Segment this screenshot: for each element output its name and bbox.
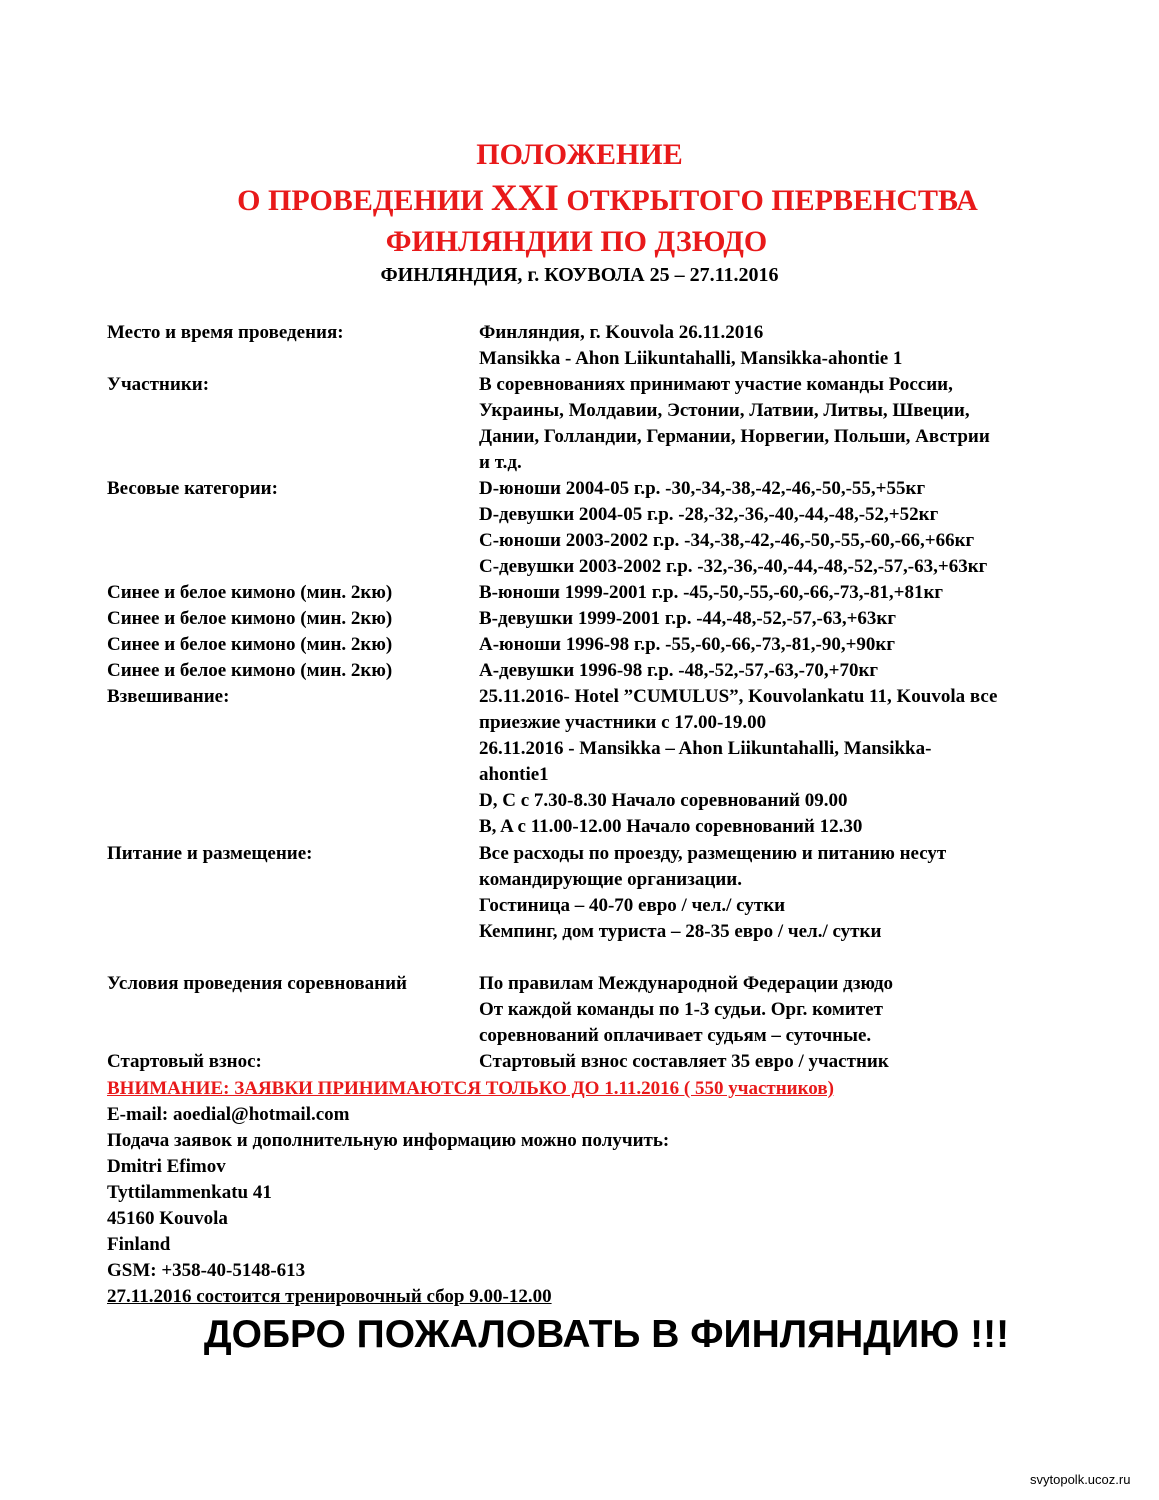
watermark: svytopolk.ucoz.ru [1030, 1472, 1131, 1487]
row-value: Гостиница – 40-70 евро / чел./ сутки [479, 895, 786, 916]
notice-text: ВНИМАНИЕ: ЗАЯВКИ ПРИНИМАЮТСЯ ТОЛЬКО ДО 1.11.2016 ( 550 участников) [107, 1078, 834, 1099]
row-value: приезжие участники с 17.00-19.00 [479, 712, 767, 733]
row-label: Синее и белое кимоно (мин. 2кю) [107, 608, 393, 629]
row-value: В-девушки 1999-2001 г.р. -44,-48,-52,-57,-63,+63кг [479, 608, 897, 629]
row-value: Украины, Молдавии, Эстонии, Латвии, Литвы, Швеции, [479, 400, 970, 421]
contact-gsm: GSM: +358-40-5148-613 [107, 1260, 306, 1281]
contact-city: 45160 Kouvola [107, 1208, 228, 1229]
row-value: С-девушки 2003-2002 г.р. -32,-36,-40,-44,-48,-52,-57,-63,+63кг [479, 556, 988, 577]
row-value: От каждой команды по 1-3 судьи. Орг. комитет [479, 999, 883, 1020]
contact-street: Tyttilammenkatu 41 [107, 1182, 272, 1203]
title-roman-numeral: XXI [490, 178, 559, 219]
row-label: Весовые категории: [107, 478, 278, 499]
row-value: D-девушки 2004-05 г.р. -28,-32,-36,-40,-44,-48,-52,+52кг [479, 504, 939, 525]
row-label: Условия проведения соревнований [107, 973, 407, 994]
row-label: Синее и белое кимоно (мин. 2кю) [107, 582, 393, 603]
row-value: А-юноши 1996-98 г.р. -55,-60,-66,-73,-81,-90,+90кг [479, 634, 895, 655]
title-line-3: ФИНЛЯНДИИ ПО ДЗЮДО [385, 225, 768, 258]
row-label: Взвешивание: [107, 686, 230, 707]
contact-info: Подача заявок и дополнительную информацию можно получить: [107, 1130, 670, 1151]
title-line-1: ПОЛОЖЕНИЕ [476, 138, 683, 171]
contact-name: Dmitri Efimov [107, 1156, 226, 1177]
row-value: В-юноши 1999-2001 г.р. -45,-50,-55,-60,-66,-73,-81,+81кг [479, 582, 944, 603]
row-label: Синее и белое кимоно (мин. 2кю) [107, 660, 393, 681]
row-value: А-девушки 1996-98 г.р. -48,-52,-57,-63,-70,+70кг [479, 660, 879, 681]
row-value: С-юноши 2003-2002 г.р. -34,-38,-42,-46,-50,-55,-60,-66,+66кг [479, 530, 975, 551]
row-value: D, C с 7.30-8.30 Начало соревнований 09.00 [479, 790, 848, 811]
row-value: Кемпинг, дом туриста – 28-35 евро / чел./ сутки [479, 921, 882, 942]
row-value: Mansikka - Ahon Liikuntahalli, Mansikka-ahontie 1 [479, 348, 903, 369]
contact-email[interactable]: E-mail: aoedial@hotmail.com [107, 1104, 350, 1125]
row-value: Все расходы по проезду, размещению и питанию несут [479, 843, 947, 864]
row-value: Дании, Голландии, Германии, Норвегии, Польши, Австрии [479, 426, 990, 447]
row-label: Участники: [107, 374, 210, 395]
row-value: В соревнованиях принимают участие команды России, [479, 374, 953, 395]
row-label: Питание и размещение: [107, 843, 313, 864]
row-value: Стартовый взнос составляет 35 евро / участник [479, 1051, 889, 1072]
contact-country: Finland [107, 1234, 171, 1255]
training-note: 27.11.2016 состоится тренировочный сбор 9.00-12.00 [107, 1286, 552, 1307]
row-value: Финляндия, г. Kouvola 26.11.2016 [479, 322, 764, 343]
row-value: 26.11.2016 - Mansikka – Ahon Liikuntahalli, Mansikka- [479, 738, 932, 759]
row-value: D-юноши 2004-05 г.р. -30,-34,-38,-42,-46,-50,-55,+55кг [479, 478, 926, 499]
row-value: командирующие организации. [479, 869, 742, 890]
title-line-2 [28, 179, 1159, 221]
row-value: ahontie1 [479, 764, 549, 785]
row-value: B, A с 11.00-12.00 Начало соревнований 12.30 [479, 816, 863, 837]
title-line-2-post: ОТКРЫТОГО ПЕРВЕНСТВА [558, 184, 978, 217]
row-value: и т.д. [479, 452, 522, 473]
row-value: соревнований оплачивает судьям – суточные. [479, 1025, 872, 1046]
row-label: Синее и белое кимоно (мин. 2кю) [107, 634, 393, 655]
subtitle: ФИНЛЯНДИЯ, г. КОУВОЛА 25 – 27.11.2016 [380, 264, 779, 286]
row-value: 25.11.2016- Hotel ”CUMULUS”, Kouvolankatu 11, Kouvola все [479, 686, 998, 707]
row-value: По правилам Международной Федерации дзюдо [479, 973, 894, 994]
row-label: Стартовый взнос: [107, 1051, 262, 1072]
welcome-text: ДОБРО ПОЖАЛОВАТЬ В ФИНЛЯНДИЮ !!! [203, 1313, 1010, 1356]
title-line-2-pre: О ПРОВЕДЕНИИ [237, 184, 491, 217]
row-label: Место и время проведения: [107, 322, 344, 343]
